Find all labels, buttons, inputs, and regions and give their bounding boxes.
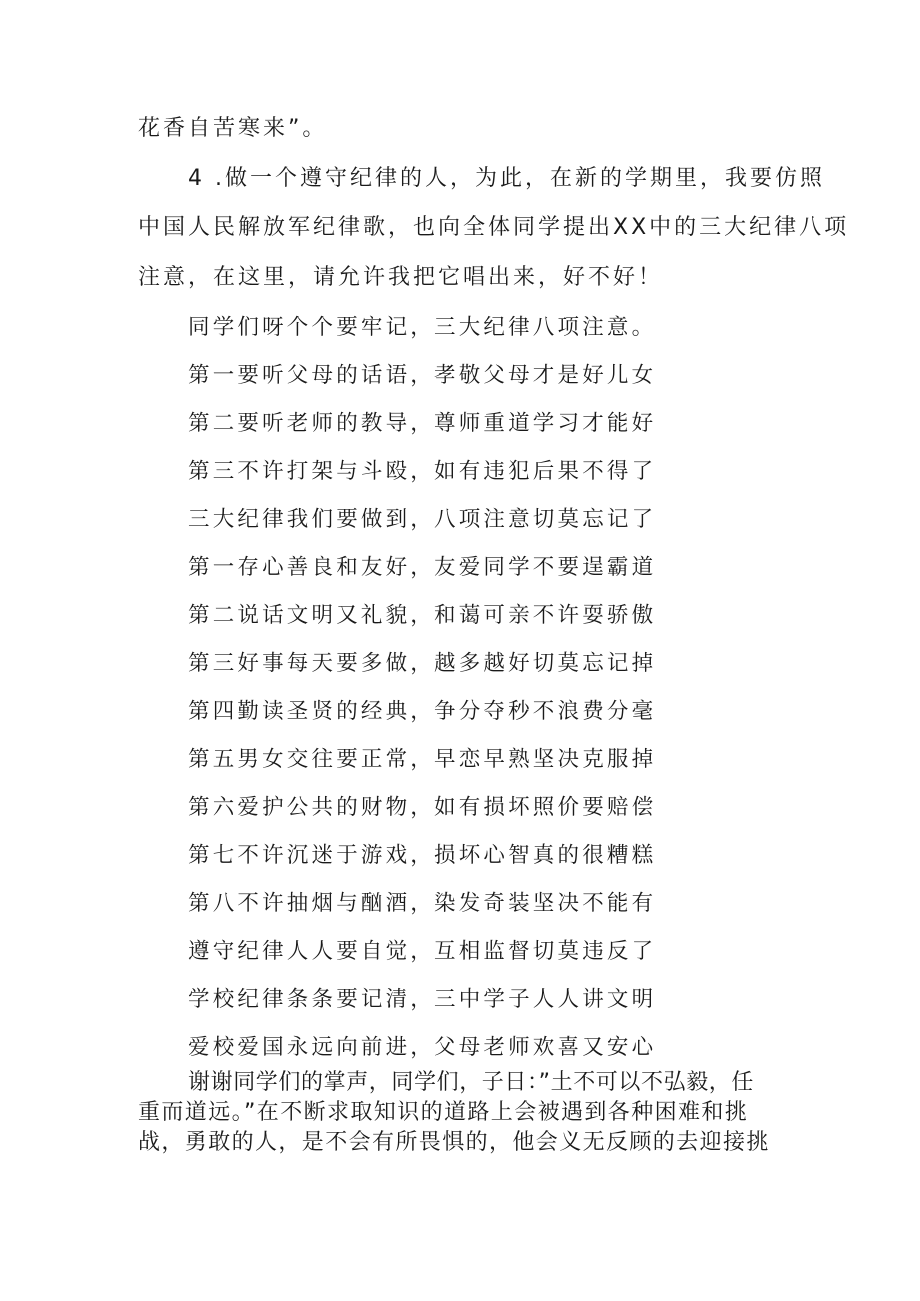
song-line-second-half: 和蔼可亲不许耍骄傲: [434, 603, 657, 628]
song-line-first-half: 学校纪律条条要记清，: [188, 987, 436, 1012]
song-line-first-half: 第八不许抽烟与酗酒，: [188, 891, 436, 916]
song-line-first-half: 第三不许打架与斗殴，: [188, 459, 436, 484]
song-line-first-half: 第三好事每天要多做，: [188, 651, 436, 676]
song-line-second-half: 越多越好切莫忘记掉: [434, 651, 657, 676]
song-line-first-half: 遵守纪律人人要自觉，: [188, 939, 436, 964]
song-line-first-half: 第一要听父母的话语，: [188, 363, 436, 388]
song-line-second-half: 孝敬父母才是好儿女: [434, 363, 657, 388]
song-line-second-half: 八项注意切莫忘记了: [434, 507, 657, 532]
song-line: [188, 313, 656, 343]
intro-line-4: 注意，在这里，请允许我把它唱出来，好不好！: [138, 265, 664, 290]
song-line: [188, 649, 656, 679]
song-line-second-half: 父母老师欢喜又安心: [434, 1035, 657, 1060]
closing-line-2: 重而道远。”在不断求取知识的道路上会被遇到各种困难和挑: [138, 1100, 749, 1125]
song-line: [188, 985, 656, 1015]
song-line-second-half: 友爱同学不要逞霸道: [434, 555, 657, 580]
song-line-second-half: 三中学子人人讲文明: [434, 987, 657, 1012]
song-line-first-half: 同学们呀个个要牢记，: [188, 315, 436, 340]
song-line-second-half: 如有损坏照价要赔偿: [434, 795, 657, 820]
song-line-second-half: 争分夺秒不浪费分毫: [434, 699, 657, 724]
song-line: [188, 409, 656, 439]
song-line-second-half: 如有违犯后果不得了: [434, 459, 657, 484]
intro-line-1: 花香自苦寒来”。: [138, 116, 328, 141]
song-line: [188, 601, 656, 631]
song-line-second-half: 早恋早熟坚决克服掉: [434, 747, 657, 772]
intro-line-2: 4 .做一个遵守纪律的人，为此，在新的学期里，我要仿照: [188, 166, 825, 191]
song-line: [188, 1033, 656, 1063]
song-line-second-half: 染发奇装坚决不能有: [434, 891, 657, 916]
song-line: [188, 889, 656, 919]
song-line: [188, 553, 656, 583]
intro-line-3: 中国人民解放军纪律歌，也向全体同学提出XX中的三大纪律八项: [138, 215, 850, 240]
song-line-second-half: 互相监督切莫违反了: [434, 939, 657, 964]
song-line-second-half: 尊师重道学习才能好: [434, 411, 657, 436]
song-line-first-half: 第二要听老师的教导，: [188, 411, 436, 436]
song-line-second-half: 三大纪律八项注意。: [434, 315, 657, 340]
song-line: [188, 793, 656, 823]
song-line: [188, 457, 656, 487]
song-line-first-half: 第二说话文明又礼貌，: [188, 603, 436, 628]
song-line-first-half: 第四勤读圣贤的经典，: [188, 699, 436, 724]
song-line-first-half: 第一存心善良和友好，: [188, 555, 436, 580]
song-line: [188, 697, 656, 727]
closing-line-3: 战，勇敢的人，是不会有所畏惧的，他会义无反顾的去迎接挑: [138, 1130, 770, 1155]
closing-line-1: 谢谢同学们的掌声，同学们，子日：”土不可以不弘毅，任: [188, 1070, 754, 1095]
song-line: [188, 841, 656, 871]
song-line: [188, 361, 656, 391]
song-line-second-half: 损坏心智真的很糟糕: [434, 843, 657, 868]
song-line: [188, 505, 656, 535]
song-line-first-half: 三大纪律我们要做到，: [188, 507, 436, 532]
song-line-first-half: 第六爱护公共的财物，: [188, 795, 436, 820]
song-line: [188, 745, 656, 775]
song-line: [188, 937, 656, 967]
song-line-first-half: 爱校爱国永远向前进，: [188, 1035, 436, 1060]
song-line-first-half: 第五男女交往要正常，: [188, 747, 436, 772]
song-line-first-half: 第七不许沉迷于游戏，: [188, 843, 436, 868]
